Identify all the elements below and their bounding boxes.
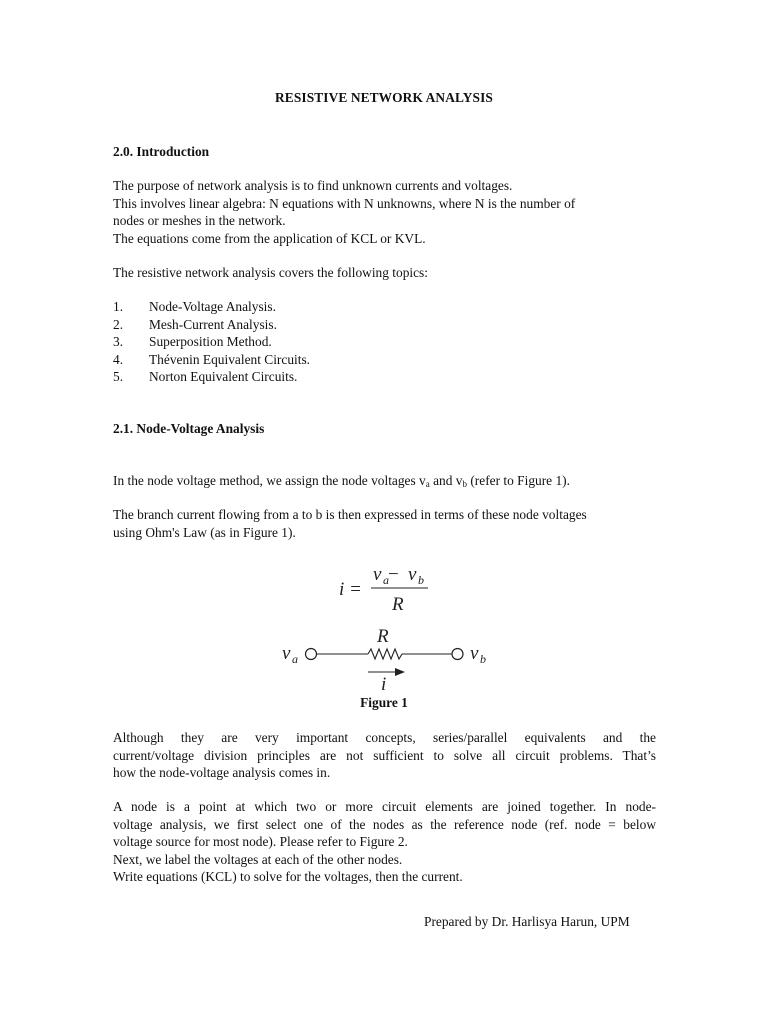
paragraph-line: Although they are very important concepts, series/parallel equivalents and the xyxy=(113,730,656,745)
topic-number: 5. xyxy=(113,369,124,384)
current-arrow-head xyxy=(395,668,405,676)
paragraph-line: Next, we label the voltages at each of the other nodes. xyxy=(113,851,403,867)
node-var: v xyxy=(470,643,479,664)
intro-line: This involves linear algebra: N equations with N unknowns, where N is the number of xyxy=(113,195,576,211)
equation-denominator: R xyxy=(392,594,404,615)
branch-current-line: using Ohm's Law (as in Figure 1). xyxy=(113,524,296,540)
topic-number: 4. xyxy=(113,351,124,367)
equation-lhs: i = xyxy=(339,579,362,600)
topic-item xyxy=(113,368,297,385)
node-a-terminal xyxy=(306,649,317,660)
topic-number: 1. xyxy=(113,299,124,314)
intro-heading: 2.0. Introduction xyxy=(113,144,210,159)
paragraph-line: how the node-voltage analysis comes in. xyxy=(113,765,331,780)
topic-text: Mesh-Current Analysis. xyxy=(149,316,277,332)
topic-item xyxy=(113,316,277,333)
topic-text: Norton Equivalent Circuits. xyxy=(149,369,298,384)
paragraph-line: current/voltage division principles are not sufficient to solve all circuit problems. That’s xyxy=(113,747,656,763)
paragraph-text: (refer to Figure 1). xyxy=(466,473,570,488)
paragraph-text: In the node voltage method, we assign the node voltages v xyxy=(113,473,426,488)
node-voltage-heading: 2.1. Node-Voltage Analysis xyxy=(113,421,265,436)
paragraph-text: and v xyxy=(429,473,463,488)
node-definition-paragraph xyxy=(113,798,656,851)
node-var: v xyxy=(282,643,291,664)
topics-lead: The resistive network analysis covers the following topics: xyxy=(113,265,428,280)
topic-item xyxy=(113,351,310,368)
topic-text: Superposition Method. xyxy=(149,334,272,349)
current-label: i xyxy=(381,674,387,695)
eq-var: v xyxy=(373,564,382,585)
subscript: a xyxy=(425,479,430,489)
topic-text: Thévenin Equivalent Circuits. xyxy=(149,351,311,367)
node-b-label xyxy=(470,643,486,666)
concepts-paragraph xyxy=(113,729,656,782)
node-sub: a xyxy=(292,652,298,666)
eq-sub: a xyxy=(383,573,389,587)
equation-numerator xyxy=(373,564,424,587)
paragraph-line: voltage analysis, we first select one of the nodes as the reference node (ref. node = below xyxy=(113,816,656,832)
topic-item xyxy=(113,333,272,350)
paragraph-line: Write equations (KCL) to solve for the voltages, then the current. xyxy=(113,869,463,884)
topic-item xyxy=(113,298,276,315)
resistor-label: R xyxy=(377,626,389,647)
resistor-symbol xyxy=(368,649,402,659)
page-footer: Prepared by Dr. Harlisya Harun, UPM xyxy=(424,914,630,929)
figure-caption: Figure 1 xyxy=(360,695,408,710)
ohms-law-diagram xyxy=(240,557,527,695)
intro-line: The purpose of network analysis is to find unknown currents and voltages. xyxy=(113,178,513,193)
eq-minus: − xyxy=(388,564,399,585)
intro-line: The equations come from the application of KCL or KVL. xyxy=(113,230,426,246)
node-voltage-paragraph xyxy=(113,472,570,489)
page-title: RESISTIVE NETWORK ANALYSIS xyxy=(275,90,493,105)
node-sub: b xyxy=(480,652,486,666)
eq-sub: b xyxy=(418,573,424,587)
paragraph-line: A node is a point at which two or more circuit elements are joined together. In node- xyxy=(113,799,656,814)
node-a-label xyxy=(282,643,298,666)
intro-line: nodes or meshes in the network. xyxy=(113,213,286,228)
branch-current-line: The branch current flowing from a to b is then expressed in terms of these node voltages xyxy=(113,507,587,522)
figure-1 xyxy=(240,557,527,695)
paragraph-line: voltage source for most node). Please refer to Figure 2. xyxy=(113,834,408,849)
topic-number: 3. xyxy=(113,334,124,349)
subscript: b xyxy=(462,479,467,489)
topic-number: 2. xyxy=(113,316,124,332)
eq-var: v xyxy=(408,564,417,585)
topic-text: Node-Voltage Analysis. xyxy=(149,299,276,314)
node-b-terminal xyxy=(452,649,463,660)
